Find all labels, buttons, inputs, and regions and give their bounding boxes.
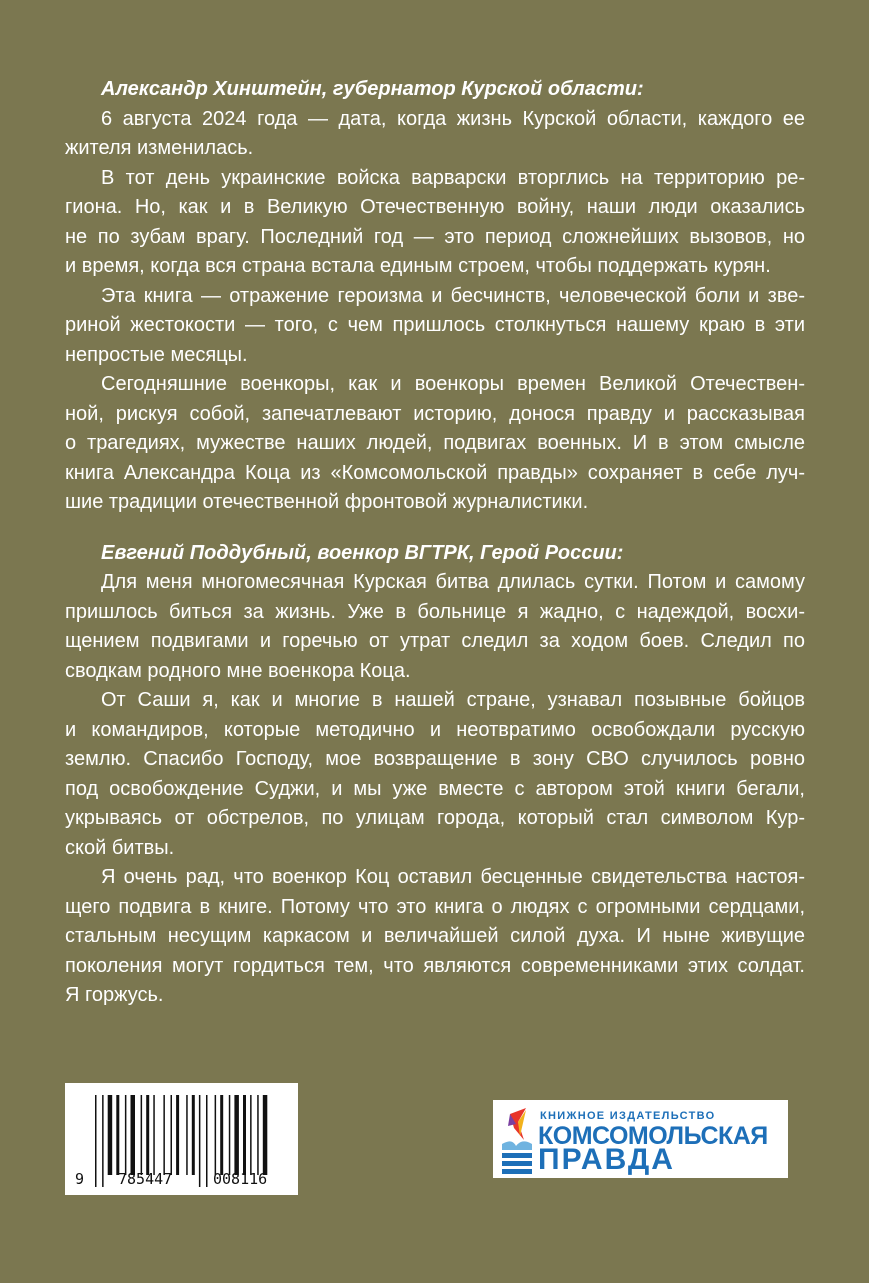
barcode-bar [108, 1095, 113, 1175]
section-gap [65, 518, 805, 539]
text-line: укрываясь от обстрелов, по улицам города, который стал символом Кур- [65, 807, 805, 829]
barcode-bar [229, 1095, 231, 1175]
paragraph [65, 164, 805, 282]
paragraph [65, 282, 805, 371]
barcode-bar [250, 1095, 252, 1175]
text-line: Я горжусь. [65, 984, 164, 1006]
barcode-digits-right: 008116 [213, 1170, 268, 1188]
paragraph [65, 370, 805, 518]
barcode-bar [171, 1095, 173, 1175]
text-line: От Саши я, как и многие в нашей стране, узнавал позывные бойцов [101, 689, 805, 711]
section-heading: Евгений Поддубный, военкор ВГТРК, Герой России: [101, 541, 624, 564]
barcode-bar [102, 1095, 104, 1187]
barcode-bar [199, 1095, 201, 1187]
text-line: Эта книга — отражение героизма и бесчинств, человеческой боли и зве- [101, 284, 805, 307]
barcode-bar [141, 1095, 143, 1175]
text-line: жителя изменилась. [65, 137, 254, 159]
logo-title-line2: ПРАВДА [538, 1143, 675, 1176]
isbn-barcode [65, 1083, 298, 1195]
barcode-bar [234, 1095, 239, 1175]
barcode-bar [243, 1095, 246, 1175]
back-cover-text [65, 75, 805, 1011]
barcode-bar [146, 1095, 149, 1175]
section-heading: Александр Хинштейн, губернатор Курской области: [101, 78, 644, 100]
text-line: В тот день украинские войска варварски вторглись на территорию ре- [101, 166, 805, 189]
text-line: 6 августа 2024 года — дата, когда жизнь Курской области, каждого ее [101, 107, 805, 130]
bird-book-icon [496, 1100, 538, 1178]
text-line: риной жестокости — того, с чем пришлось столкнуться нашему краю в эти [65, 314, 805, 336]
barcode-bar [220, 1095, 223, 1175]
barcode-bar [131, 1095, 136, 1175]
text-line: Сегодняшние военкоры, как и военкоры времен Великой Отечествен- [101, 373, 805, 395]
barcode-digits-left: 785447 [118, 1170, 173, 1188]
barcode-bar [257, 1095, 259, 1175]
barcode-bar [125, 1095, 127, 1175]
barcode-bar [116, 1095, 119, 1175]
barcode-bar [186, 1095, 188, 1175]
text-line: ной, рискуя собой, запечатлевают историю, донося правду и рассказывая [65, 402, 805, 425]
paragraph [65, 105, 805, 164]
barcode-bar [176, 1095, 179, 1175]
text-line: щего подвига в книге. Потому что это книга о людях с огромными сердцами, [65, 895, 805, 918]
text-line: и командиров, которые методично и неотвратимо освобождали русскую [65, 718, 805, 741]
paragraph [65, 686, 805, 863]
text-line: щением подвигами и горечью от утрат следил за ходом боев. Следил по [65, 630, 805, 652]
text-line: и время, когда вся страна встала единым строем, чтобы поддержать курян. [65, 255, 771, 277]
barcode-bar [215, 1095, 217, 1175]
text-line: не по зубам врагу. Последний год — это период сложнейших вызовов, но [65, 225, 805, 248]
barcode-bar [163, 1095, 165, 1175]
text-line: непростые месяцы. [65, 343, 248, 366]
text-line: сводкам родного мне военкора Коца. [65, 659, 411, 682]
text-line: землю. Спасибо Господу, мое возвращение в зону СВО случилось ровно [65, 748, 805, 770]
barcode-bar [95, 1095, 97, 1187]
text-line: стальным несущим каркасом и величайшей силой духа. И ныне живущие [65, 925, 805, 947]
text-line: ской битвы. [65, 836, 175, 859]
barcode-digit-prefix: 9 [75, 1170, 85, 1188]
text-line: пришлось биться за жизнь. Уже в больнице я жадно, с надеждой, восхи- [65, 600, 805, 623]
text-line: книга Александра Коца из «Комсомольской правды» сохраняет в себе луч- [65, 461, 805, 484]
paragraph [65, 568, 805, 686]
text-line: Я очень рад, что военкор Коц оставил бесценные свидетельства настоя- [101, 866, 805, 888]
barcode-bar [153, 1095, 155, 1175]
barcode-bar [192, 1095, 195, 1175]
barcode-bar [206, 1095, 208, 1187]
text-line: поколения могут гордиться тем, что являются современниками этих солдат. [65, 954, 805, 977]
barcode-bar [263, 1095, 268, 1175]
text-line: Для меня многомесячная Курская битва длилась сутки. Потом и самому [101, 571, 805, 593]
text-line: под освобождение Суджи, и мы уже вместе с автором этой книги бегали, [65, 777, 805, 800]
logo-title-line1: КОМСОМОЛЬСКАЯ [538, 1122, 768, 1150]
paragraph [65, 863, 805, 1011]
publisher-logo [493, 1100, 788, 1178]
text-line: о трагедиях, мужестве наших людей, подвигах военных. И в этом смысле [65, 432, 805, 454]
logo-subtitle: КНИЖНОЕ ИЗДАТЕЛЬСТВО [540, 1110, 716, 1122]
text-line: шие традиции отечественной фронтовой журналистики. [65, 491, 589, 513]
text-line: гиона. Но, как и в Великую Отечественную войну, наши люди оказались [65, 196, 805, 218]
